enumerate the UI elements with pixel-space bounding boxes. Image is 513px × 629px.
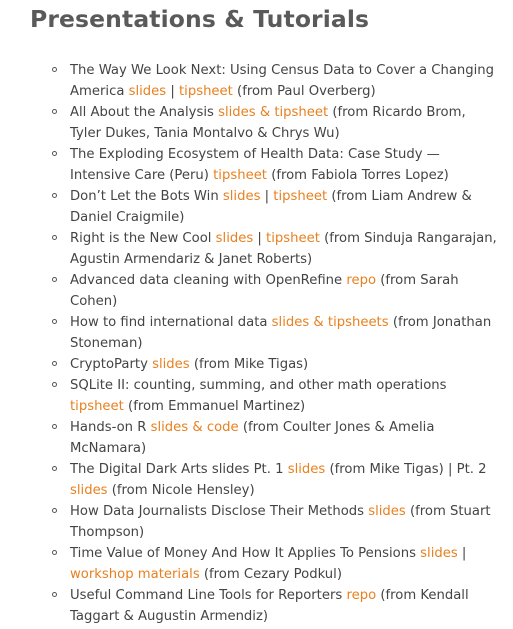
item-credit: (from Paul Overberg)	[237, 84, 376, 99]
list-item	[70, 585, 500, 627]
item-credit: (from Sarah Cohen)	[70, 273, 459, 309]
bullet-icon	[52, 67, 57, 72]
list-item	[70, 60, 500, 102]
list-item	[70, 354, 500, 375]
list-item	[70, 270, 500, 312]
item-credit: (from Stuart Thompson)	[70, 504, 491, 540]
item-title: CryptoParty	[70, 357, 148, 372]
slides-link[interactable]: slides	[128, 84, 167, 99]
bullet-icon	[52, 466, 57, 471]
item-credit: (from Mike Tigas)	[193, 357, 309, 372]
item-title: Advanced data cleaning with OpenRefine	[70, 273, 343, 288]
page-title: Presentations & Tutorials	[30, 5, 370, 33]
slides-link[interactable]: slides	[215, 231, 254, 246]
list-item	[70, 543, 500, 585]
repo-link[interactable]: repo	[346, 588, 377, 603]
item-credit: (from Ricardo Brom, Tyler Dukes, Tania Montalvo & Chrys Wu)	[70, 105, 466, 141]
item-title: The Digital Dark Arts slides Pt. 1	[70, 462, 284, 477]
list-item	[70, 312, 500, 354]
link-separator: |	[260, 189, 274, 204]
list-item	[70, 417, 500, 459]
item-credit: (from Mike Tigas)	[329, 462, 444, 477]
workshop-materials-link[interactable]: workshop materials	[70, 567, 200, 582]
item-credit: (from Emmanuel Martinez)	[128, 399, 306, 414]
tipsheet-link[interactable]: tipsheet	[273, 189, 328, 204]
link-separator: |	[253, 231, 267, 246]
bullet-icon	[52, 382, 57, 387]
bullet-icon	[52, 550, 57, 555]
bullet-icon	[52, 361, 57, 366]
item-title: Hands-on R	[70, 420, 147, 435]
list-item	[70, 375, 500, 417]
item-title: How to find international data	[70, 315, 268, 330]
link-separator: |	[166, 84, 179, 99]
item-credit: (from Jonathan Stoneman)	[70, 315, 492, 351]
bullet-icon	[52, 109, 57, 114]
item-title: The Exploding Ecosystem of Health Data: Case Study — Intensive Care (Peru)	[70, 147, 440, 183]
slides-link[interactable]: slides	[152, 357, 190, 372]
repo-link[interactable]: repo	[346, 273, 377, 288]
item-title: Don’t Let the Bots Win	[70, 189, 219, 204]
list-item	[70, 186, 500, 228]
bullet-icon	[52, 592, 57, 597]
tipsheet-link[interactable]: tipsheet	[266, 231, 320, 246]
bullet-icon	[52, 277, 57, 282]
slides-link[interactable]: slides	[222, 189, 261, 204]
slides-link[interactable]: slides	[368, 504, 406, 519]
list-item	[70, 501, 500, 543]
item-title: All About the Analysis	[70, 105, 214, 120]
item-title: Right is the New Cool	[70, 231, 212, 246]
list-item	[70, 228, 500, 270]
bullet-icon	[52, 235, 57, 240]
bullet-icon	[52, 508, 57, 513]
item-credit: (from Fabiola Torres Lopez)	[271, 168, 449, 183]
link-separator: |	[443, 462, 457, 477]
item-credit: (from Liam Andrew & Daniel Craigmile)	[70, 189, 472, 225]
list-item	[70, 459, 500, 501]
bullet-icon	[52, 424, 57, 429]
part1-slides-link[interactable]: slides	[287, 462, 326, 477]
item-title: SQLite II: counting, summing, and other math operations	[70, 378, 447, 393]
tipsheet-link[interactable]: tipsheet	[70, 399, 124, 414]
slides-tipsheet-link[interactable]: slides & tipsheet	[218, 105, 329, 120]
item-credit: (from Coulter Jones & Amelia McNamara)	[70, 420, 435, 456]
list-item	[70, 144, 500, 186]
presentation-list	[70, 60, 500, 627]
item-title: Pt. 2	[456, 462, 487, 477]
item-title: The Way We Look Next: Using Census Data to Cover a Changing America	[70, 63, 495, 99]
item-credit: (from Kendall Taggart & Augustin Armendiz)	[70, 588, 469, 624]
item-credit: (from Nicole Hensley)	[111, 483, 255, 498]
slides-tipsheets-link[interactable]: slides & tipsheets	[271, 315, 389, 330]
item-credit: (from Cezary Podkul)	[203, 567, 342, 582]
bullet-icon	[52, 319, 57, 324]
link-separator: |	[457, 546, 467, 561]
item-credit: (from Sinduja Rangarajan, Agustin Armendariz & Janet Roberts)	[70, 231, 497, 267]
item-title: Useful Command Line Tools for Reporters	[70, 588, 343, 603]
slides-link[interactable]: slides	[420, 546, 458, 561]
tipsheet-link[interactable]: tipsheet	[179, 84, 233, 99]
part2-slides-link[interactable]: slides	[70, 483, 108, 498]
bullet-icon	[52, 151, 57, 156]
item-title: Time Value of Money And How It Applies To Pensions	[70, 546, 416, 561]
tipsheet-link[interactable]: tipsheet	[213, 168, 267, 183]
list-item	[70, 102, 500, 144]
slides-code-link[interactable]: slides & code	[150, 420, 239, 435]
bullet-icon	[52, 193, 57, 198]
item-title: How Data Journalists Disclose Their Methods	[70, 504, 365, 519]
